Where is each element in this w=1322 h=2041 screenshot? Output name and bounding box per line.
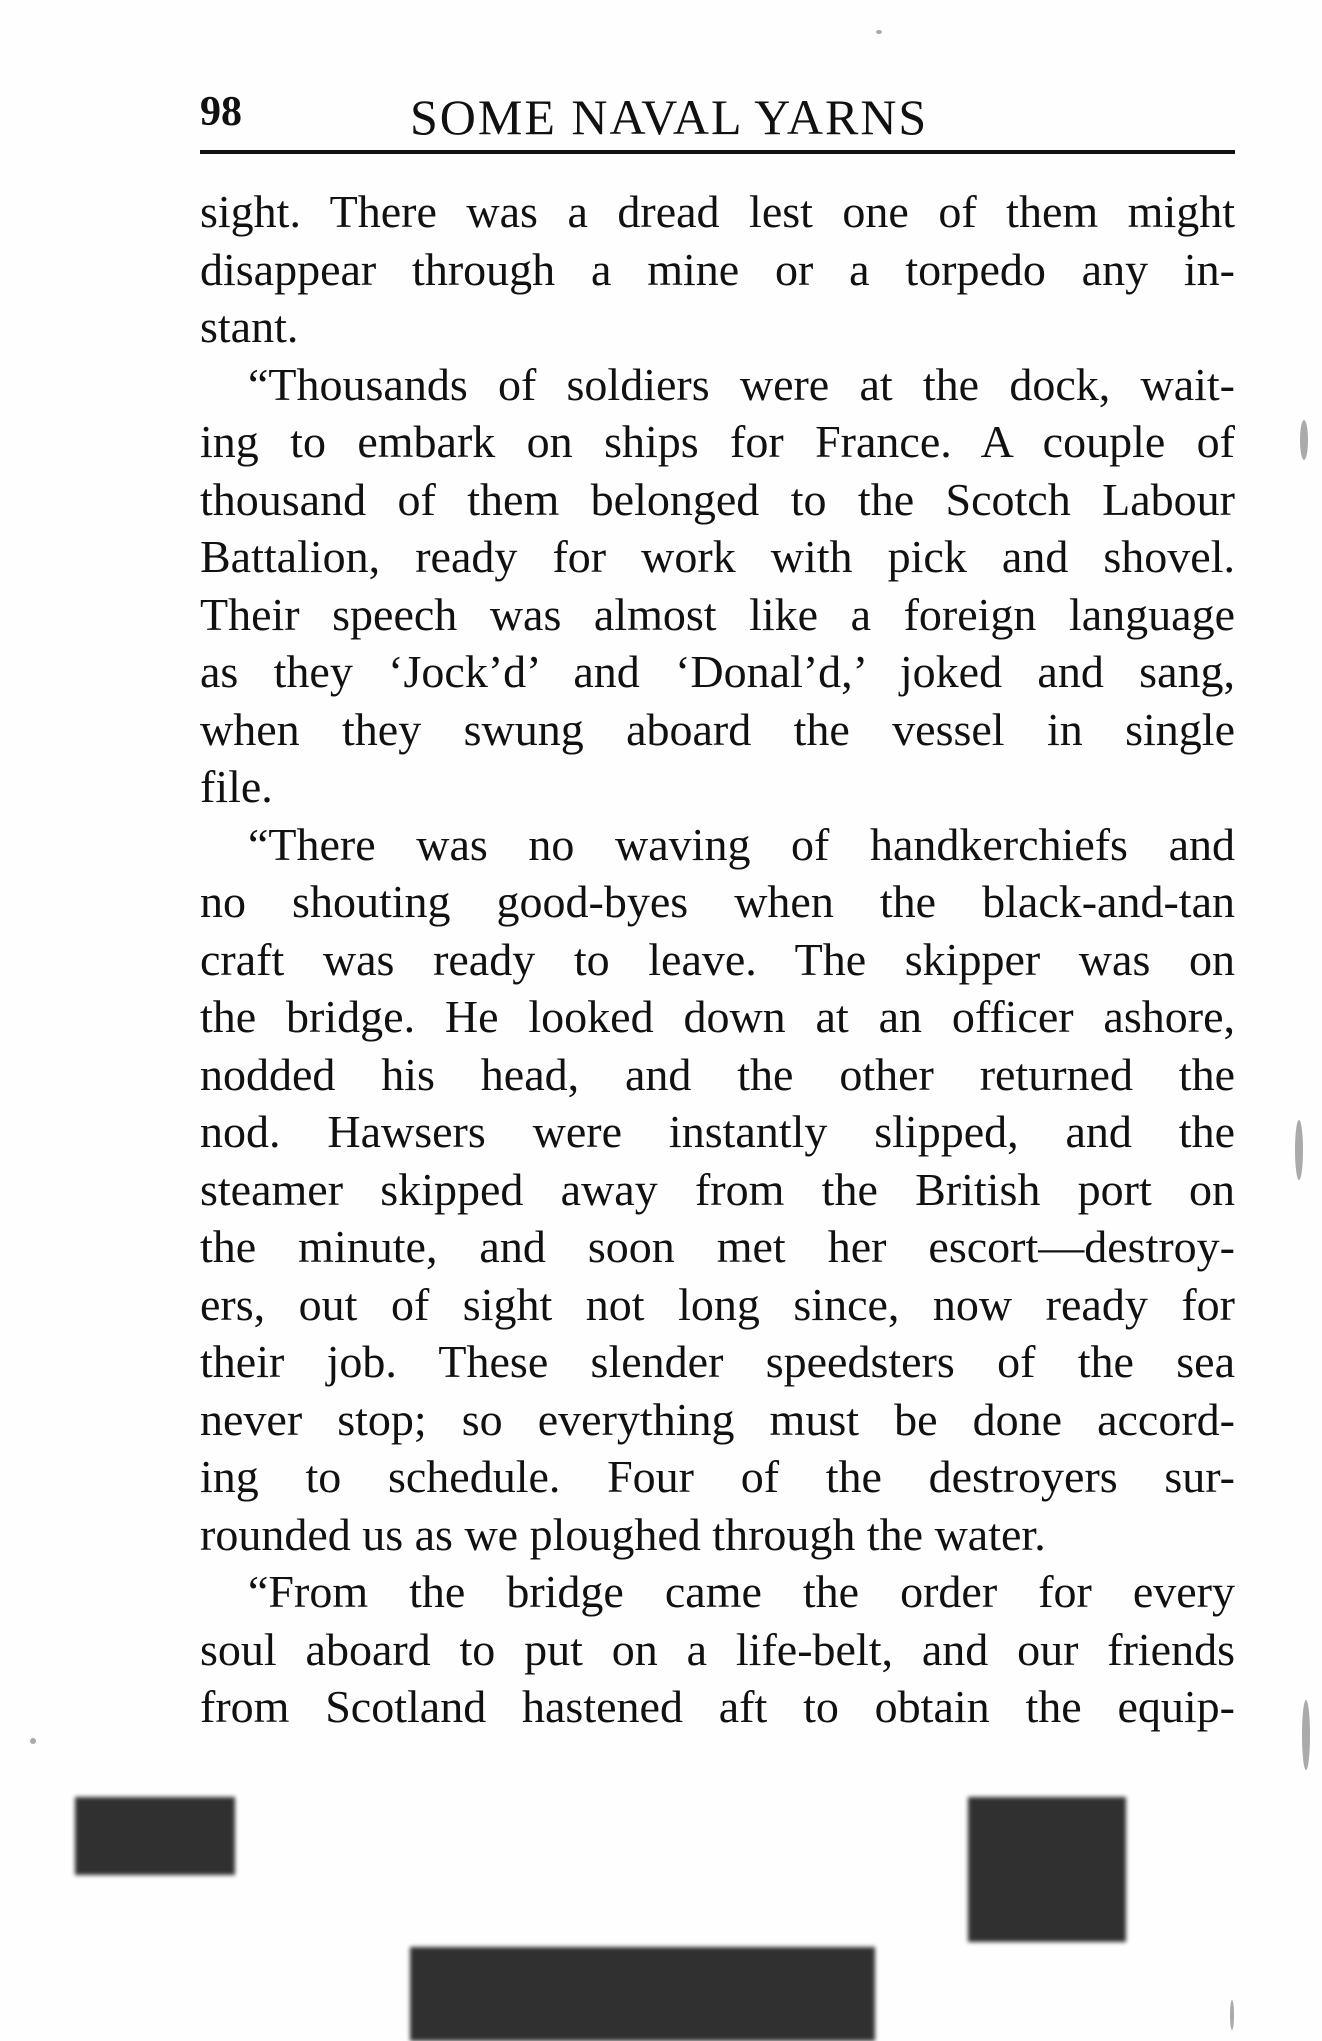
scan-smudge-right [968, 1797, 1126, 1942]
text-line: steamer skipped away from the British port on [200, 1163, 1235, 1215]
text-line: nod. Hawsers were instantly slipped, and the [200, 1106, 1235, 1157]
text-line: as they ‘Jock’d’ and ‘Donal’d,’ joked and sang, [200, 646, 1235, 697]
text-line: from Scotland hastened aft to obtain the equip- [200, 1681, 1235, 1732]
text-line: their job. These slender speedsters of the sea [200, 1336, 1235, 1387]
scan-smudge-left [75, 1797, 235, 1875]
text-line: file. [200, 761, 273, 812]
text-line: thousand of them belonged to the Scotch Labour [200, 473, 1235, 525]
scan-speck [1300, 420, 1308, 460]
scan-speck [1302, 1700, 1310, 1770]
scan-speck [1295, 1120, 1303, 1180]
text-line: when they swung aboard the vessel in single [200, 703, 1235, 755]
scan-speck [876, 30, 882, 34]
running-title: SOME NAVAL YARNS [410, 89, 929, 145]
text-line: ers, out of sight not long since, now ready for [200, 1278, 1235, 1330]
text-line: disappear through a mine or a torpedo any in- [200, 243, 1235, 295]
text-line: no shouting good-byes when the black-and-tan [200, 876, 1235, 927]
text-line: “From the bridge came the order for every [248, 1566, 1235, 1617]
text-line: Their speech was almost like a foreign language [200, 588, 1235, 640]
text-line: stant. [200, 301, 299, 352]
text-line: ing to embark on ships for France. A couple of [200, 416, 1235, 467]
text-line: “Thousands of soldiers were at the dock, wait- [248, 358, 1235, 410]
text-line: ing to schedule. Four of the destroyers sur- [200, 1451, 1235, 1502]
text-line: the bridge. He looked down at an officer ashore, [200, 991, 1235, 1042]
page-number: 98 [200, 89, 242, 135]
body-text [200, 183, 1235, 1736]
text-line: sight. There was a dread lest one of them might [200, 186, 1235, 237]
text-line: “There was no waving of handkerchiefs and [248, 818, 1235, 870]
scan-smudge-bottom [410, 1947, 875, 2041]
text-line: soul aboard to put on a life-belt, and our friends [200, 1623, 1235, 1675]
text-line: craft was ready to leave. The skipper was on [200, 933, 1235, 985]
scan-speck [30, 1738, 36, 1744]
page-header [200, 88, 1235, 150]
text-line: never stop; so everything must be done accord- [200, 1393, 1235, 1445]
text-line: rounded us as we ploughed through the water. [200, 1508, 1046, 1560]
header-rule [200, 150, 1235, 154]
scan-speck [1230, 2000, 1234, 2030]
text-line: Battalion, ready for work with pick and shovel. [200, 531, 1235, 582]
text-line: the minute, and soon met her escort—destroy- [200, 1221, 1235, 1272]
text-line: nodded his head, and the other returned the [200, 1048, 1235, 1100]
